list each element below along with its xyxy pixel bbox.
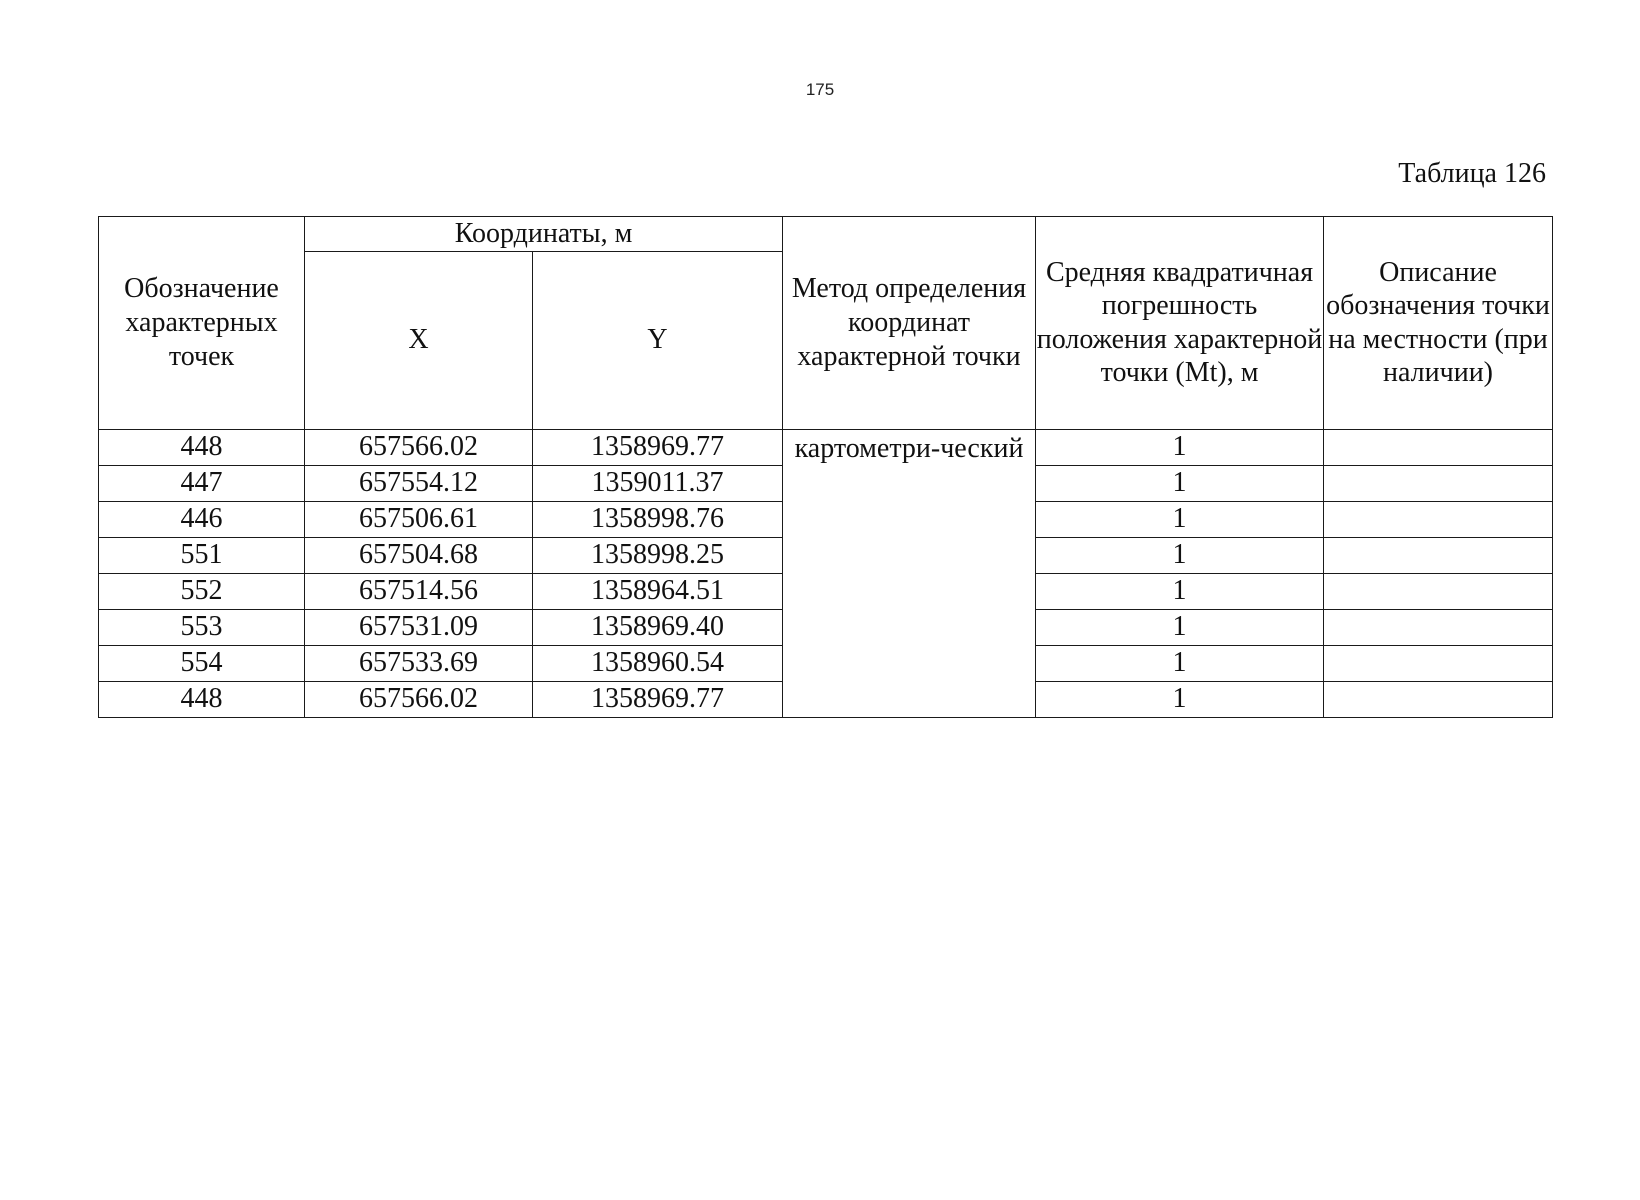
header-error: Средняя квадратичная погрешность положения характерной точки (Mt), м (1036, 217, 1324, 430)
coordinates-table (98, 216, 1553, 718)
cell-y: 1358969.77 (533, 429, 783, 465)
cell-description (1324, 537, 1553, 573)
cell-description (1324, 501, 1553, 537)
table-row (99, 429, 1553, 465)
cell-mt: 1 (1036, 573, 1324, 609)
table-body (99, 429, 1553, 717)
cell-x: 657504.68 (305, 537, 533, 573)
cell-description (1324, 465, 1553, 501)
cell-point: 448 (99, 681, 305, 717)
cell-description (1324, 645, 1553, 681)
cell-y: 1358960.54 (533, 645, 783, 681)
cell-point: 446 (99, 501, 305, 537)
cell-y: 1358998.25 (533, 537, 783, 573)
cell-point: 554 (99, 645, 305, 681)
cell-mt: 1 (1036, 537, 1324, 573)
cell-description (1324, 429, 1553, 465)
cell-mt: 1 (1036, 429, 1324, 465)
cell-x: 657533.69 (305, 645, 533, 681)
cell-y: 1359011.37 (533, 465, 783, 501)
cell-point: 447 (99, 465, 305, 501)
table-header (99, 217, 1553, 430)
cell-x: 657554.12 (305, 465, 533, 501)
cell-x: 657514.56 (305, 573, 533, 609)
cell-mt: 1 (1036, 645, 1324, 681)
cell-description (1324, 681, 1553, 717)
cell-mt: 1 (1036, 681, 1324, 717)
cell-description (1324, 573, 1553, 609)
cell-method: картометри-ческий (783, 429, 1036, 717)
cell-y: 1358969.77 (533, 681, 783, 717)
header-method: Метод определения координат характерной точки (783, 217, 1036, 430)
cell-description (1324, 609, 1553, 645)
cell-x: 657531.09 (305, 609, 533, 645)
cell-mt: 1 (1036, 501, 1324, 537)
page-number: 175 (805, 80, 835, 99)
header-y: Y (533, 251, 783, 429)
header-x: X (305, 251, 533, 429)
header-coordinates: Координаты, м (305, 217, 783, 252)
header-description: Описание обозначения точки на местности (при наличии) (1324, 217, 1553, 430)
cell-y: 1358969.40 (533, 609, 783, 645)
cell-mt: 1 (1036, 465, 1324, 501)
cell-point: 448 (99, 429, 305, 465)
cell-y: 1358964.51 (533, 573, 783, 609)
cell-x: 657506.61 (305, 501, 533, 537)
cell-y: 1358998.76 (533, 501, 783, 537)
cell-point: 551 (99, 537, 305, 573)
header-point-designation: Обозначение характерных точек (99, 217, 305, 430)
table-caption: Таблица 126 (1398, 158, 1546, 189)
cell-point: 553 (99, 609, 305, 645)
cell-mt: 1 (1036, 609, 1324, 645)
header-row-top (99, 217, 1553, 252)
cell-x: 657566.02 (305, 681, 533, 717)
cell-x: 657566.02 (305, 429, 533, 465)
cell-point: 552 (99, 573, 305, 609)
